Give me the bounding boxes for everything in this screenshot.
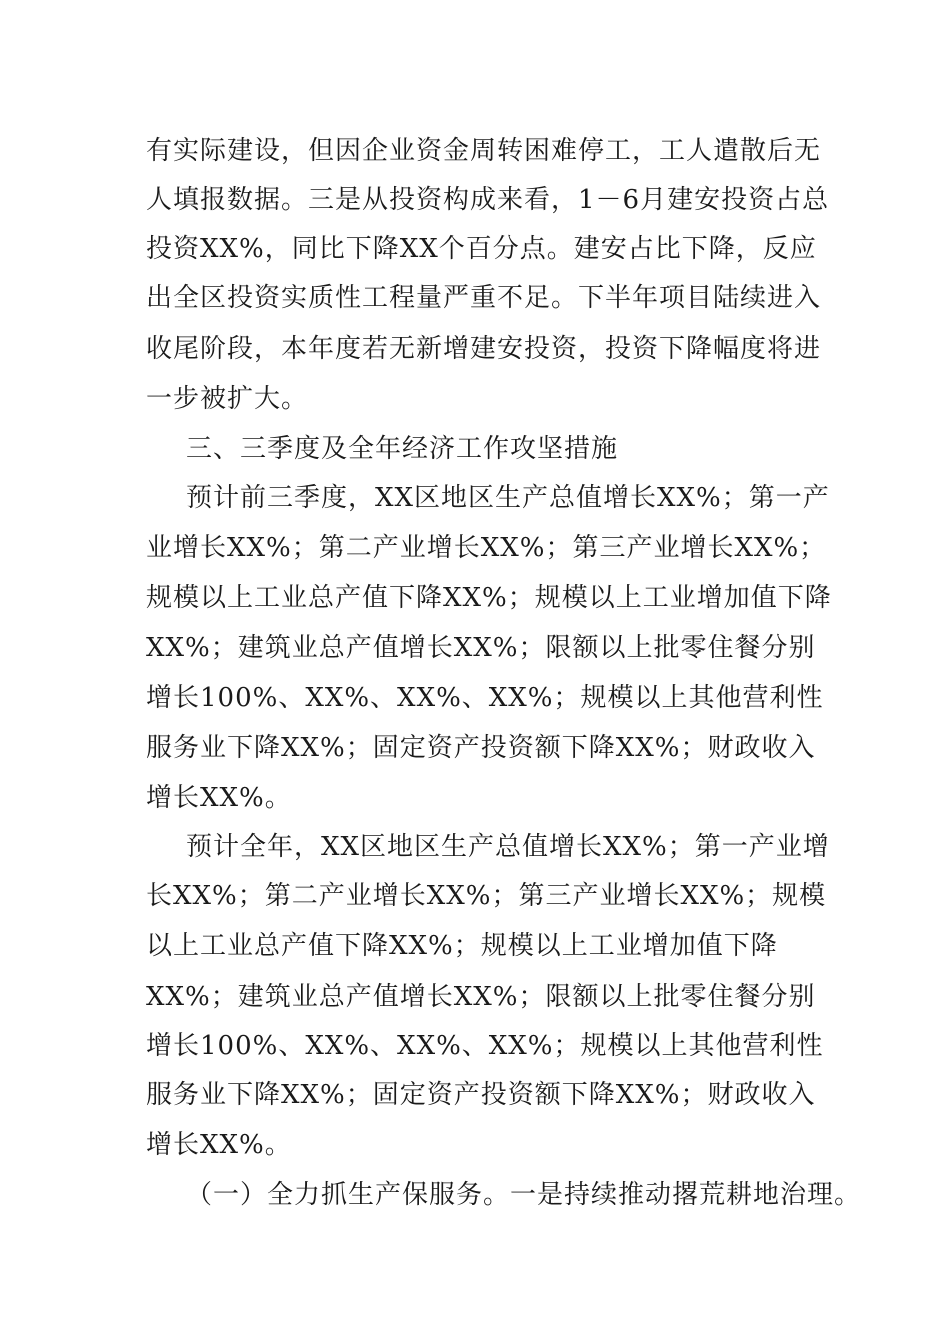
text-line: 有实际建设，但因企业资金周转困难停工，工人遣散后无 — [146, 136, 822, 166]
text-line: XX%；建筑业总产值增长XX%；限额以上批零住餐分别 — [146, 982, 816, 1012]
text-line: 出全区投资实质性工程量严重不足。下半年项目陆续进入 — [146, 283, 822, 313]
text-line: 预计全年，XX区地区生产总值增长XX%；第一产业增 — [186, 832, 830, 862]
text-line: 规模以上工业总产值下降XX%；规模以上工业增加值下降 — [146, 583, 832, 613]
text-line: 人填报数据。三是从投资构成来看，1－6月建安投资占总 — [146, 185, 830, 215]
text-line: XX%；建筑业总产值增长XX%；限额以上批零住餐分别 — [146, 633, 816, 663]
text-line: 增长100%、XX%、XX%、XX%；规模以上其他营利性 — [146, 683, 824, 713]
text-line: 以上工业总产值下降XX%；规模以上工业增加值下降 — [146, 931, 778, 961]
section-heading: 三、三季度及全年经济工作攻坚措施 — [186, 434, 619, 464]
text-line: 业增长XX%；第二产业增长XX%；第三产业增长XX%； — [146, 533, 827, 563]
text-line: 长XX%；第二产业增长XX%；第三产业增长XX%；规模 — [146, 881, 827, 911]
subsection-heading: （一）全力抓生产保服务。一是持续推动撂荒耕地治理。 — [186, 1180, 862, 1210]
text-line: 收尾阶段，本年度若无新增建安投资，投资下降幅度将进 — [146, 334, 822, 364]
text-line: 一步被扩大。 — [146, 384, 309, 414]
text-line: 服务业下降XX%；固定资产投资额下降XX%；财政收入 — [146, 733, 816, 763]
text-line: 增长100%、XX%、XX%、XX%；规模以上其他营利性 — [146, 1031, 824, 1061]
text-line: 预计前三季度，XX区地区生产总值增长XX%；第一产 — [186, 483, 830, 513]
text-line: 服务业下降XX%；固定资产投资额下降XX%；财政收入 — [146, 1080, 816, 1110]
text-line: 投资XX%，同比下降XX个百分点。建安占比下降，反应 — [146, 234, 817, 264]
text-line: 增长XX%。 — [146, 1130, 292, 1160]
text-line: 增长XX%。 — [146, 783, 292, 813]
